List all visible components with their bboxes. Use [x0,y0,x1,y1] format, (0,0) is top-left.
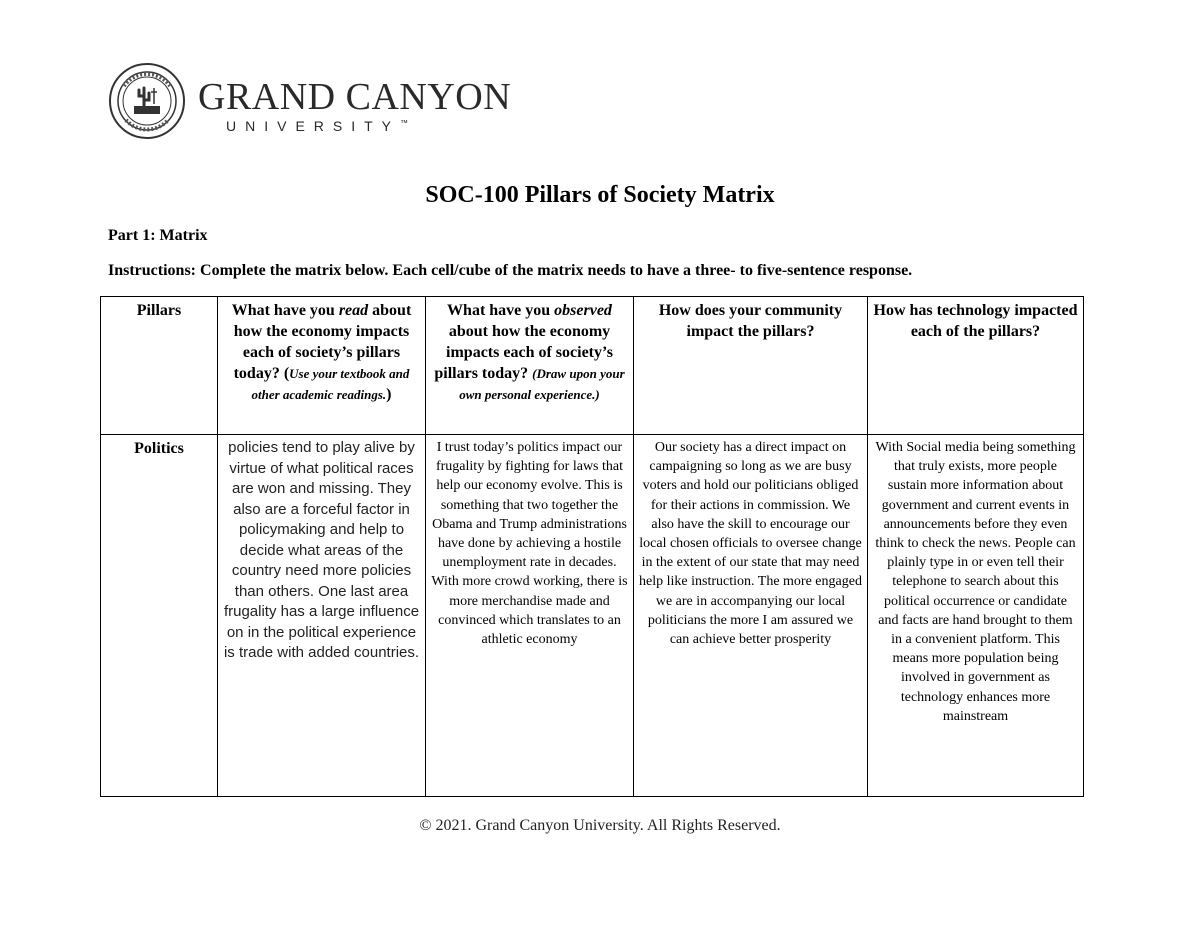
header-technology: How has technology impacted each of the pillars? [868,297,1084,435]
gcu-logo [108,62,512,142]
part-heading: Part 1: Matrix [108,227,208,244]
cell-community: Our society has a direct impact on campaigning so long as we are busy voters and hold our politicians obliged for their actions in commission. We also have the skill to encourage our local chosen officials to oversee change in the extent of our state that may need help like instruction. The more engaged we are in accompanying our local politicians the more I am assured we can achieve better prosperity [634,435,868,797]
logo-wordmark: GRAND CANYON [198,76,512,118]
copyright-footer: © 2021. Grand Canyon University. All Rights Reserved. [419,817,781,834]
cell-technology: With Social media being something that truly exists, more people sustain more information about government and current events in announcements before they even think to check the news. People can plainly type in or even tell their telephone to search about this political occurrence or candidate and facts are hand brought to them in a convenient platform. This means more population being involved in government as technology enhances more mainstream [868,435,1084,797]
pillars-matrix [100,296,1084,797]
cell-observed: I trust today’s politics impact our frugality by fighting for laws that help our economy evolve. This is something that two together the Obama and Trump administrations have done by achieving a hostile unemployment rate in decades. With more crowd working, there is more merchandise made and convinced which translates to an athletic economy [426,435,634,797]
page-title: SOC-100 Pillars of Society Matrix [425,182,775,208]
header-observed: What have you observed about how the economy impacts each of society’s pillars today? (Draw upon your own personal experience.) [426,297,634,435]
instructions: Instructions: Complete the matrix below. Each cell/cube of the matrix needs to have a three- to five-sentence response. [108,262,913,279]
table-row [101,435,1084,797]
header-pillars: Pillars [101,297,218,435]
header-row [101,297,1084,435]
cell-read: policies tend to play alive by virtue of what political races are won and missing. They also are a forceful factor in policymaking and help to decide what areas of the country need more policies than others. One last area frugality has a large influence on in the political experience is trade with added countries. [218,435,426,797]
header-community: How does your community impact the pillars? [634,297,868,435]
logo-subtext: UNIVERSITY™ [226,118,409,134]
university-seal-icon [108,62,186,140]
row-pillar-politics: Politics [101,435,218,797]
header-read: What have you read about how the economy impacts each of society’s pillars today? (Use your textbook and other academic readings.) [218,297,426,435]
